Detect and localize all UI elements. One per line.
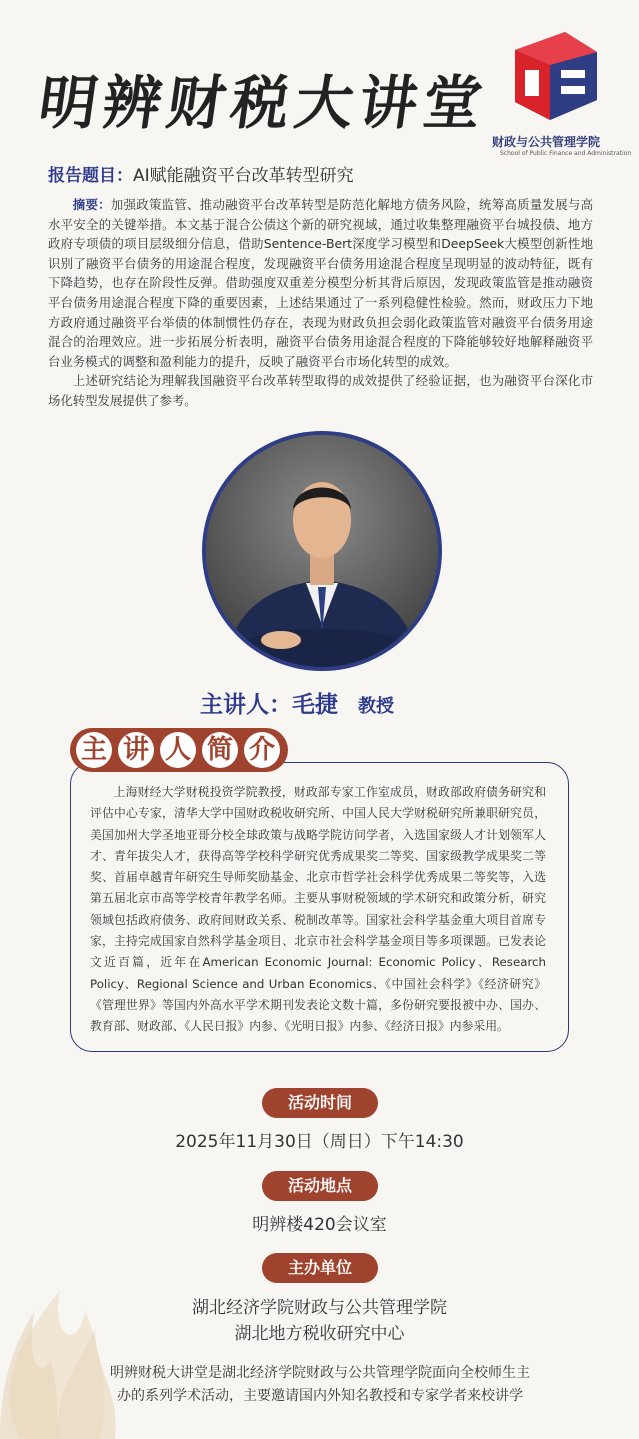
- abstract: [48, 195, 593, 411]
- bio-heading-char: 简: [202, 732, 238, 768]
- event-time: 2025年11月30日（周日）下午14:30: [175, 1132, 464, 1152]
- place-label-badge: 活动地点: [262, 1171, 378, 1201]
- bio-heading-char: 人: [160, 732, 196, 768]
- report-topic: [48, 161, 354, 186]
- time-label-badge: 活动时间: [262, 1088, 378, 1118]
- event-host-2: 湖北地方税收研究中心: [234, 1324, 405, 1344]
- speaker-name: [200, 686, 394, 719]
- event-host-1: 湖北经济学院财政与公共管理学院: [192, 1298, 447, 1318]
- report-topic-text: AI赋能融资平台改革转型研究: [133, 166, 354, 186]
- speaker-title: 教授: [358, 696, 394, 717]
- abstract-text-2: 上述研究结论为理解我国融资平台改革转型取得的成效提供了经验证据，也为融资平台深化市场化转型发展提供了参考。: [48, 373, 593, 408]
- report-label: 报告题目：: [48, 166, 133, 186]
- speaker-label: 主讲人：毛捷: [200, 692, 338, 718]
- footer-text: 明辨财税大讲堂是湖北经济学院财政与公共管理学院面向全校师生主办的系列学术活动，主要邀请国内外知名教授和专家学者来校讲学: [110, 1365, 530, 1404]
- abstract-text: 加强政策监管、推动融资平台改革转型是防范化解地方债务风险，统筹高质量发展与高水平安全的关键举措。本文基于混合公债这个新的研究视域，通过收集整理融资平台城投债、地方政府专项债的项目层级细分信息，借助Sentence-Bert深度学习模型和DeepSeek大模型创新性地识别了融资平台债务的用途混合程度，发现融资平台债务用途混合程度呈现明显的波动特征，既有下降趋势，也存在阶段性反弹。借助强度双重差分模型分析其背后原因，发现政策监管是推动融资平台债务用途混合程度下降的重要因素，上述结果通过了一系列稳健性检验。然而，财政压力下地方政府通过融资平台举债的体制惯性仍存在，表现为财政负担会弱化政策监管对融资平台债务用途混合的治理效应。进一步拓展分析表明，融资平台债务用途混合程度的下降能够较好地解释融资平台业务模式的调整和盈利能力的提升，反映了融资平台市场化转型的成效。: [48, 197, 594, 369]
- host-label-badge: 主办单位: [262, 1253, 378, 1283]
- event-place: 明辨楼420会议室: [252, 1215, 387, 1235]
- speaker-photo: [206, 435, 438, 667]
- school-name-cn: 财政与公共管理学院: [492, 135, 601, 149]
- bio-text: [90, 782, 546, 1038]
- school-name-en: School of Public Finance and Administration: [500, 150, 632, 157]
- school-logo-icon: [505, 30, 601, 122]
- bio-heading-char: 讲: [118, 732, 154, 768]
- bio-heading-char: 主: [76, 732, 112, 768]
- page-title: 明辨财税大讲堂: [34, 69, 493, 137]
- bio-paragraph: 上海财经大学财税投资学院教授，财政部专家工作室成员，财政部政府债务研究和评估中心专家，清华大学中国财政税收研究所、中国人民大学财税研究所兼职研究员，美国加州大学圣地亚哥分校全球政策与战略学院访问学者，入选国家级人才计划领军人才、青年拔尖人才，获得高等学校科学研究优秀成果奖二等奖、国家级教学成果奖二等奖、首届卓越青年研究生导师奖励基金、北京市哲学社会科学优秀成果二等奖等，入选第五届北京市高等学校青年教学名师。主要从事财税领域的学术研究和政策分析，研究领域包括政府债务、政府间财政关系、税制改革等。国家社会科学基金重大项目首席专家，主持完成国家自然科学基金项目、北京市社会科学基金项目等多项课题。已发表论文近百篇，近年在American Economic Journal: Economic Policy、Research Policy、Regional Science and Urban Economics、《中国社会科学》《经济研究》《管理世界》等国内外高水平学术期刊发表论文数十篇，多份研究要报被中办、国办、教育部、财政部、《人民日报》内参、《光明日报》内参、《经济日报》内参采用。: [90, 785, 546, 1034]
- abstract-label: 摘要：: [72, 197, 111, 212]
- bio-heading-char: 介: [244, 732, 280, 768]
